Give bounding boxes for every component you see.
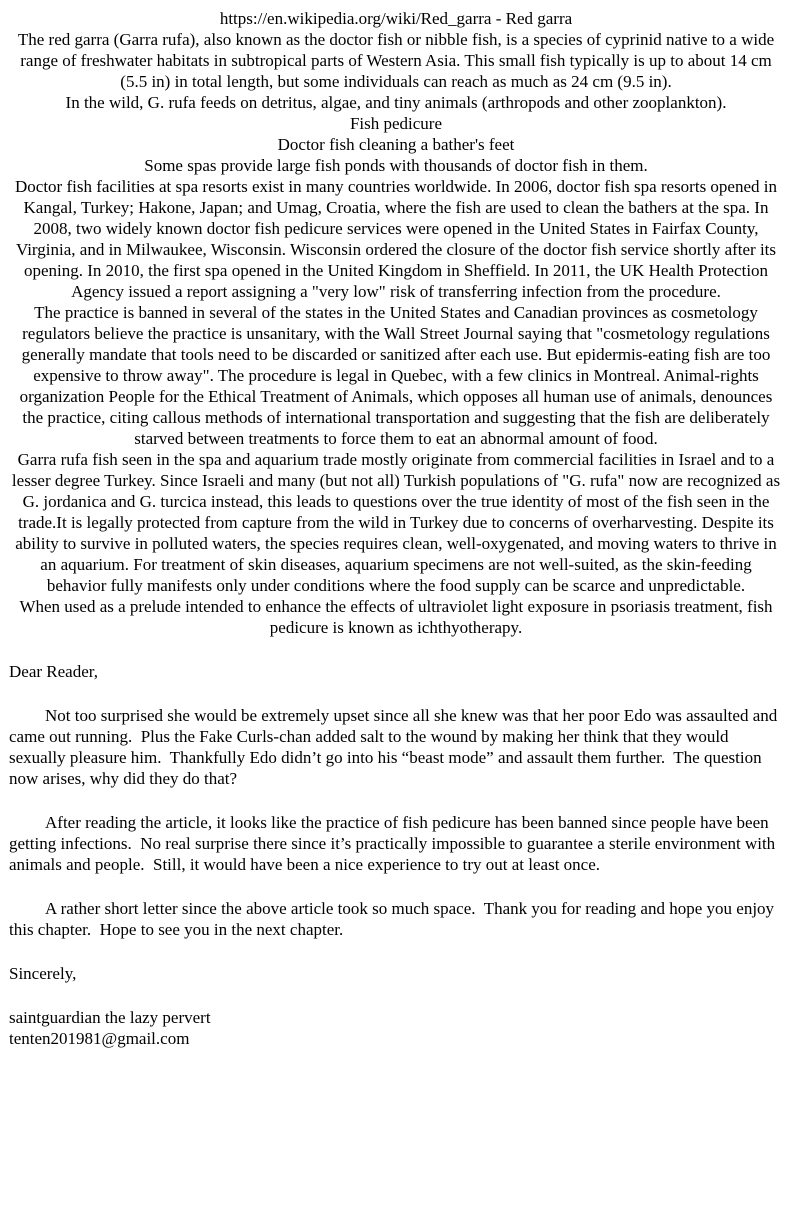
letter-salutation: Dear Reader, — [9, 662, 98, 681]
article-caption-title: Fish pedicure — [349, 114, 443, 133]
article-caption-subtitle: Doctor fish cleaning a bather's feet — [277, 135, 515, 154]
article-paragraph: Garra rufa fish seen in the spa and aquarium trade mostly originate from commercial facilities in Israel and to a lesser degree Turkey. Since Israeli and many (but not all) Turkish populations of "G. rufa" now are recognized as G. jordanica and G. turcica instead, this leads to questions over the true identity of most of the fish seen in the trade.It is legally protected from capture from the wild in Turkey due to concerns of overharvesting. Despite its ability to survive in polluted waters, the species requires clean, well-oxygenated, and moving waters to thrive in an aquarium. For treatment of skin diseases, aquarium specimens are not well-suited, as the skin-feeding behavior fully manifests only under conditions where the food supply can be scarce and unpredictable. — [11, 450, 785, 595]
article-paragraph: In the wild, G. rufa feeds on detritus, algae, and tiny animals (arthropods and other zooplankton). — [65, 93, 727, 112]
letter-closing: Sincerely, — [9, 964, 77, 983]
article-paragraph: The practice is banned in several of the states in the United States and Canadian provinces as cosmetology regulators believe the practice is unsanitary, with the Wall Street Journal saying that "cosmetology regulations generally mandate that tools need to be discarded or sanitized after each use. But epidermis-eating fish are too expensive to throw away". The procedure is legal in Quebec, with a few clinics in Montreal. Animal-rights organization People for the Ethical Treatment of Animals, which opposes all human use of animals, denounces the practice, citing callous methods of international transportation and suggesting that the fish are deliberately starved between treatments to force them to eat an abnormal amount of food. — [19, 303, 777, 448]
letter-paragraph: Not too surprised she would be extremely upset since all she knew was that her poor Edo was assaulted and came out running. Plus the Fake Curls-chan added salt to the wound by making her think that they would sexually pleasure him. Thankfully Edo didn’t go into his “beast mode” and assault them further. The question now arises, why did they do that? — [9, 706, 782, 788]
article-paragraph: Some spas provide large fish ponds with thousands of doctor fish in them. — [144, 156, 648, 175]
signature-name: saintguardian the lazy pervert — [9, 1008, 211, 1027]
article-paragraph: Doctor fish facilities at spa resorts exist in many countries worldwide. In 2006, doctor fish spa resorts opened in Kangal, Turkey; Hakone, Japan; and Umag, Croatia, where the fish are used to clean the bathers at the spa. In 2008, two widely known doctor fish pedicure services were opened in the United States in Fairfax County, Virginia, and in Milwaukee, Wisconsin. Wisconsin ordered the closure of the doctor fish service shortly after its opening. In 2010, the first spa opened in the United Kingdom in Sheffield. In 2011, the UK Health Protection Agency issued a report assigning a "very low" risk of transferring infection from the procedure. — [15, 177, 782, 301]
article-paragraph: The red garra (Garra rufa), also known as the doctor fish or nibble fish, is a species of cyprinid native to a wide range of freshwater habitats in subtropical parts of Western Asia. This small fish typically is up to about 14 cm (5.5 in) in total length, but some individuals can reach as much as 24 cm (9.5 in). — [17, 30, 779, 91]
letter-paragraph: A rather short letter since the above article took so much space. Thank you for reading and hope you enjoy this chapter. Hope to see you in the next chapter. — [9, 899, 779, 939]
letter-section — [9, 661, 783, 1049]
article-source-line: https://en.wikipedia.org/wiki/Red_garra - Red garra — [219, 9, 573, 28]
signature-email: tenten201981@gmail.com — [9, 1029, 190, 1048]
article-section — [9, 8, 783, 638]
article-paragraph: When used as a prelude intended to enhance the effects of ultraviolet light exposure in psoriasis treatment, fish pedicure is known as ichthyotherapy. — [19, 597, 777, 637]
letter-paragraph: After reading the article, it looks like the practice of fish pedicure has been banned since people have been getting infections. No real surprise there since it’s practically impossible to guarantee a sterile environment with animals and people. Still, it would have been a nice experience to try out at least once. — [9, 813, 780, 874]
